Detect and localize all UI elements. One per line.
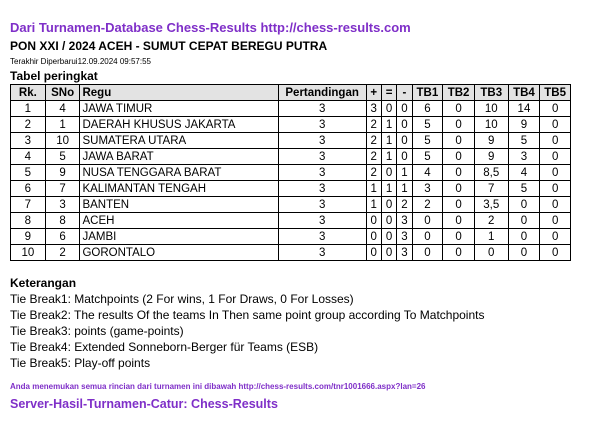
cell-team: JAWA BARAT	[80, 149, 278, 165]
table-row	[11, 245, 571, 261]
cell-losses: 3	[397, 229, 412, 245]
cell-draws: 1	[381, 149, 396, 165]
cell-tb5: 0	[540, 213, 571, 229]
cell-tb1: 0	[412, 245, 443, 261]
cell-draws: 1	[381, 117, 396, 133]
cell-rank: 10	[11, 245, 46, 261]
cell-draws: 0	[381, 101, 396, 117]
cell-rank: 8	[11, 213, 46, 229]
cell-tb5: 0	[540, 181, 571, 197]
cell-draws: 1	[381, 133, 396, 149]
cell-tb1: 5	[412, 149, 443, 165]
cell-tb5: 0	[540, 197, 571, 213]
cell-wins: 1	[366, 197, 381, 213]
cell-losses: 0	[397, 101, 412, 117]
cell-tb4: 9	[508, 117, 540, 133]
cell-tb1: 2	[412, 197, 443, 213]
cell-team: BANTEN	[80, 197, 278, 213]
table-header-row	[11, 85, 571, 101]
cell-tb1: 0	[412, 213, 443, 229]
cell-tb4: 5	[508, 181, 540, 197]
table-row	[11, 181, 571, 197]
cell-sno: 3	[45, 197, 80, 213]
cell-wins: 3	[366, 101, 381, 117]
cell-tb1: 4	[412, 165, 443, 181]
col-header-draws: =	[381, 85, 396, 101]
cell-sno: 6	[45, 229, 80, 245]
standings-table	[10, 84, 571, 261]
cell-tb2: 0	[443, 213, 475, 229]
cell-rank: 3	[11, 133, 46, 149]
cell-matches: 3	[278, 133, 366, 149]
cell-matches: 3	[278, 149, 366, 165]
cell-tb4: 5	[508, 133, 540, 149]
cell-tb3: 10	[474, 117, 508, 133]
source-link[interactable]: Dari Turnamen-Database Chess-Results http://chess-results.com	[10, 20, 411, 35]
cell-tb5: 0	[540, 101, 571, 117]
cell-tb2: 0	[443, 181, 475, 197]
table-row	[11, 213, 571, 229]
table-row	[11, 229, 571, 245]
cell-team: ACEH	[80, 213, 278, 229]
cell-losses: 2	[397, 197, 412, 213]
cell-sno: 9	[45, 165, 80, 181]
cell-wins: 1	[366, 181, 381, 197]
cell-tb3: 10	[474, 101, 508, 117]
cell-tb4: 0	[508, 245, 540, 261]
cell-tb2: 0	[443, 245, 475, 261]
cell-tb5: 0	[540, 165, 571, 181]
cell-tb3: 2	[474, 213, 508, 229]
legend-item-tb1: Tie Break1: Matchpoints (2 For wins, 1 For Draws, 0 For Losses)	[10, 292, 354, 306]
cell-sno: 7	[45, 181, 80, 197]
cell-tb2: 0	[443, 101, 475, 117]
col-header-sno: SNo	[45, 85, 80, 101]
cell-team: JAWA TIMUR	[80, 101, 278, 117]
cell-tb4: 0	[508, 197, 540, 213]
table-title: Tabel peringkat	[10, 69, 98, 83]
col-header-team: Regu	[80, 85, 278, 101]
cell-wins: 2	[366, 149, 381, 165]
cell-wins: 2	[366, 117, 381, 133]
cell-team: NUSA TENGGARA BARAT	[80, 165, 278, 181]
cell-rank: 6	[11, 181, 46, 197]
cell-tb3: 3,5	[474, 197, 508, 213]
cell-losses: 3	[397, 213, 412, 229]
cell-wins: 2	[366, 133, 381, 149]
cell-draws: 0	[381, 229, 396, 245]
table-row	[11, 149, 571, 165]
cell-tb1: 5	[412, 117, 443, 133]
cell-tb2: 0	[443, 165, 475, 181]
legend-item-tb2: Tie Break2: The results Of the teams In Then same point group according To Matchpoints	[10, 308, 485, 322]
cell-tb3: 9	[474, 149, 508, 165]
cell-losses: 1	[397, 165, 412, 181]
col-header-tb2: TB2	[443, 85, 475, 101]
table-row	[11, 101, 571, 117]
cell-tb2: 0	[443, 117, 475, 133]
table-body	[11, 101, 571, 261]
cell-tb1: 0	[412, 229, 443, 245]
last-update: Terakhir Diperbarui12.09.2024 09:57:55	[10, 57, 151, 66]
cell-rank: 5	[11, 165, 46, 181]
cell-sno: 10	[45, 133, 80, 149]
legend-item-tb4: Tie Break4: Extended Sonneborn-Berger für Teams (ESB)	[10, 340, 319, 354]
cell-losses: 1	[397, 181, 412, 197]
cell-matches: 3	[278, 181, 366, 197]
cell-tb2: 0	[443, 133, 475, 149]
cell-tb4: 14	[508, 101, 540, 117]
cell-team: JAMBI	[80, 229, 278, 245]
cell-team: KALIMANTAN TENGAH	[80, 181, 278, 197]
cell-sno: 4	[45, 101, 80, 117]
legend	[10, 275, 590, 371]
cell-draws: 0	[381, 245, 396, 261]
cell-sno: 8	[45, 213, 80, 229]
col-header-wins: +	[366, 85, 381, 101]
cell-wins: 2	[366, 165, 381, 181]
cell-matches: 3	[278, 117, 366, 133]
cell-tb5: 0	[540, 117, 571, 133]
page-content	[10, 20, 590, 412]
col-header-tb5: TB5	[540, 85, 571, 101]
footer-note[interactable]: Anda menemukan semua rincian dari turnamen ini dibawah http://chess-results.com/tnr1001666.aspx?lan=26	[10, 382, 426, 391]
col-header-tb3: TB3	[474, 85, 508, 101]
cell-matches: 3	[278, 101, 366, 117]
cell-tb5: 0	[540, 229, 571, 245]
cell-tb1: 6	[412, 101, 443, 117]
cell-tb3: 0	[474, 245, 508, 261]
cell-tb5: 0	[540, 133, 571, 149]
cell-wins: 0	[366, 245, 381, 261]
cell-draws: 0	[381, 165, 396, 181]
cell-rank: 1	[11, 101, 46, 117]
cell-losses: 0	[397, 117, 412, 133]
cell-team: DAERAH KHUSUS JAKARTA	[80, 117, 278, 133]
cell-tb3: 9	[474, 133, 508, 149]
cell-tb2: 0	[443, 229, 475, 245]
col-header-matches: Pertandingan	[278, 85, 366, 101]
cell-wins: 0	[366, 229, 381, 245]
cell-tb4: 0	[508, 229, 540, 245]
cell-rank: 9	[11, 229, 46, 245]
cell-matches: 3	[278, 213, 366, 229]
cell-rank: 4	[11, 149, 46, 165]
cell-tb5: 0	[540, 245, 571, 261]
legend-item-tb3: Tie Break3: points (game-points)	[10, 324, 184, 338]
cell-tb4: 0	[508, 213, 540, 229]
cell-tb1: 3	[412, 181, 443, 197]
cell-draws: 1	[381, 181, 396, 197]
cell-sno: 5	[45, 149, 80, 165]
table-row	[11, 117, 571, 133]
tournament-title: PON XXI / 2024 ACEH - SUMUT CEPAT BEREGU PUTRA	[10, 39, 328, 53]
cell-tb4: 3	[508, 149, 540, 165]
footer-server-link[interactable]: Server-Hasil-Turnamen-Catur: Chess-Results	[10, 397, 278, 411]
cell-losses: 3	[397, 245, 412, 261]
table-row	[11, 197, 571, 213]
cell-matches: 3	[278, 165, 366, 181]
cell-tb5: 0	[540, 149, 571, 165]
cell-matches: 3	[278, 197, 366, 213]
cell-losses: 0	[397, 133, 412, 149]
col-header-rank: Rk.	[11, 85, 46, 101]
cell-sno: 2	[45, 245, 80, 261]
cell-team: GORONTALO	[80, 245, 278, 261]
cell-wins: 0	[366, 213, 381, 229]
cell-losses: 0	[397, 149, 412, 165]
cell-tb3: 7	[474, 181, 508, 197]
cell-tb4: 4	[508, 165, 540, 181]
col-header-tb4: TB4	[508, 85, 540, 101]
legend-title: Keterangan	[10, 276, 77, 290]
cell-tb3: 1	[474, 229, 508, 245]
cell-rank: 2	[11, 117, 46, 133]
cell-draws: 0	[381, 213, 396, 229]
cell-rank: 7	[11, 197, 46, 213]
cell-tb2: 0	[443, 149, 475, 165]
table-row	[11, 133, 571, 149]
col-header-losses: -	[397, 85, 412, 101]
cell-tb1: 5	[412, 133, 443, 149]
cell-sno: 1	[45, 117, 80, 133]
cell-team: SUMATERA UTARA	[80, 133, 278, 149]
table-row	[11, 165, 571, 181]
cell-draws: 0	[381, 197, 396, 213]
cell-matches: 3	[278, 245, 366, 261]
cell-tb2: 0	[443, 197, 475, 213]
legend-item-tb5: Tie Break5: Play-off points	[10, 356, 151, 370]
cell-tb3: 8,5	[474, 165, 508, 181]
col-header-tb1: TB1	[412, 85, 443, 101]
cell-matches: 3	[278, 229, 366, 245]
